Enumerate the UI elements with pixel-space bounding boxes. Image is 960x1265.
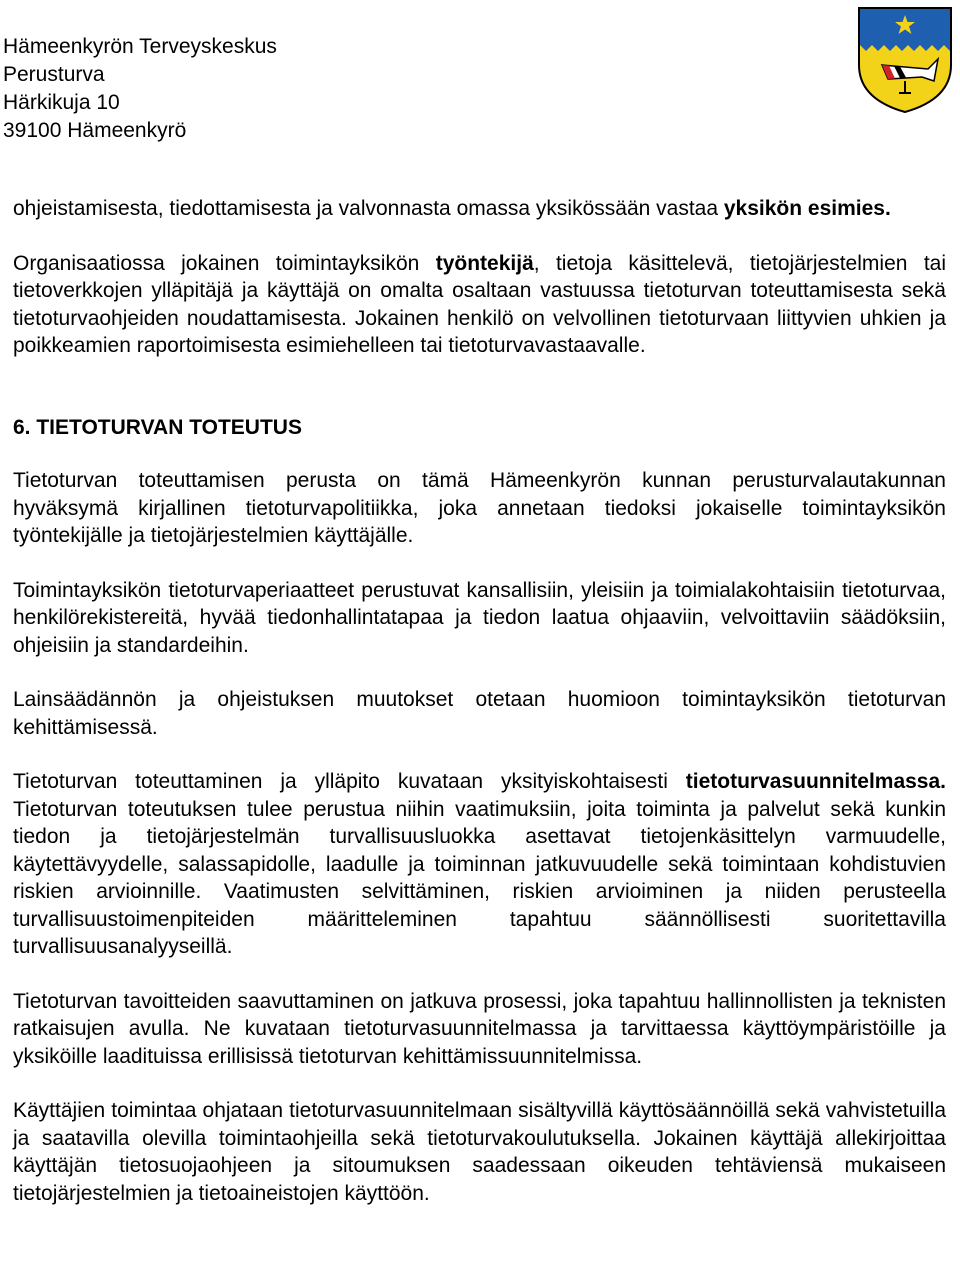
- bold-term: yksikön esimies.: [723, 197, 891, 220]
- section-heading: 6. TIETOTURVAN TOTEUTUS: [13, 415, 302, 439]
- paragraph: Tietoturvan tavoitteiden saavuttaminen on jatkuva prosessi, joka tapahtuu hallinnollisten ja teknisten ratkaisujen avulla. Ne kuvataan tietoturvasuunnitelmassa ja tarvittaessa käyttöympäristöille ja yksiköille laadituissa erillisissä tietoturvan kehittämissuunnitelmissa.: [13, 989, 946, 1068]
- paragraph: Tietoturvan toteuttaminen ja ylläpito kuvataan yksityiskohtaisesti tietoturvasuunnitelmassa. Tietoturvan toteutuksen tulee perustua niihin vaatimuksiin, joita toiminta ja palvelut sekä kunkin tiedon ja tietojärjestelmän turvallisuusluokka asettavat tietojenkäsittelyn varmuudelle, käytettävyydelle, salassapidolle, laadulle ja toiminnan jatkuvuudelle sekä toimintaan kohdistuvien riskien arvioinnille. Vaatimusten selvittäminen, riskien arvioiminen ja niiden perusteella turvallisuustoimenpiteiden määritteleminen tapahtuu säännöllisesti suoritettavilla turvallisuusanalyyseillä.: [13, 770, 946, 958]
- document-body: [13, 195, 946, 1234]
- paragraph: Tietoturvan toteuttamisen perusta on tämä Hämeenkyrön kunnan perusturvalautakunnan hyväksymä kirjallinen tietoturvapolitiikka, joka annetaan tiedoksi jokaiselle toimintayksikön työntekijälle ja tietojärjestelmien käyttäjälle.: [13, 469, 946, 547]
- paragraph: Lainsäädännön ja ohjeistuksen muutokset otetaan huomioon toimintayksikön tietoturvan kehittämisessä.: [13, 688, 946, 739]
- bold-term: työntekijä: [435, 251, 534, 275]
- organization-name: Hämeenkyrön Terveyskeskus: [3, 35, 277, 58]
- coat-of-arms-icon: [858, 7, 952, 113]
- postal-address: 39100 Hämeenkyrö: [3, 119, 187, 142]
- letterhead: [3, 33, 277, 145]
- spacer: [13, 387, 946, 414]
- department-name: Perusturva: [3, 63, 105, 86]
- paragraph: Toimintayksikön tietoturvaperiaatteet perustuvat kansallisiin, yleisiin ja toimialakohtaisiin tietoturvaa, henkilörekistereitä, hyvää tiedonhallintatapaa ja tiedon laatua ohjaaviin, velvoittaviin säädöksiin, ohjeisiin ja standardeihin.: [13, 578, 946, 657]
- paragraph: Käyttäjien toimintaa ohjataan tietoturvasuunnitelmaan sisältyvillä käyttösäännöillä sekä vahvistetuilla ja saatavilla olevilla toimintaohjeilla sekä tietoturvakoulutuksella. Jokainen käyttäjä allekirjoittaa käyttäjän tietosuojaohjeen ja sitoumuksen saadessaan oikeuden tehtäviensä mukaiseen tietojärjestelmien ja tietoaineistojen käyttöön.: [13, 1099, 946, 1205]
- street-address: Härkikuja 10: [3, 91, 120, 114]
- paragraph: ohjeistamisesta, tiedottamisesta ja valvonnasta omassa yksikössään vastaa yksikön esimies.: [13, 197, 891, 220]
- paragraph: Organisaatiossa jokainen toimintayksikön työntekijä, tietoja käsittelevä, tietojärjestelmien tai tietoverkkojen ylläpitäjä ja käyttäjä on omalta osaltaan vastuussa tietoturvan toteuttamisesta sekä tietoturvaohjeiden noudattamisesta. Jokainen henkilö on velvollinen tietoturvaan liittyvien uhkien ja poikkeamien raportoimisesta esimiehelleen tai tietoturvavastaavalle.: [13, 251, 946, 357]
- bold-term: tietoturvasuunnitelmassa.: [685, 770, 946, 793]
